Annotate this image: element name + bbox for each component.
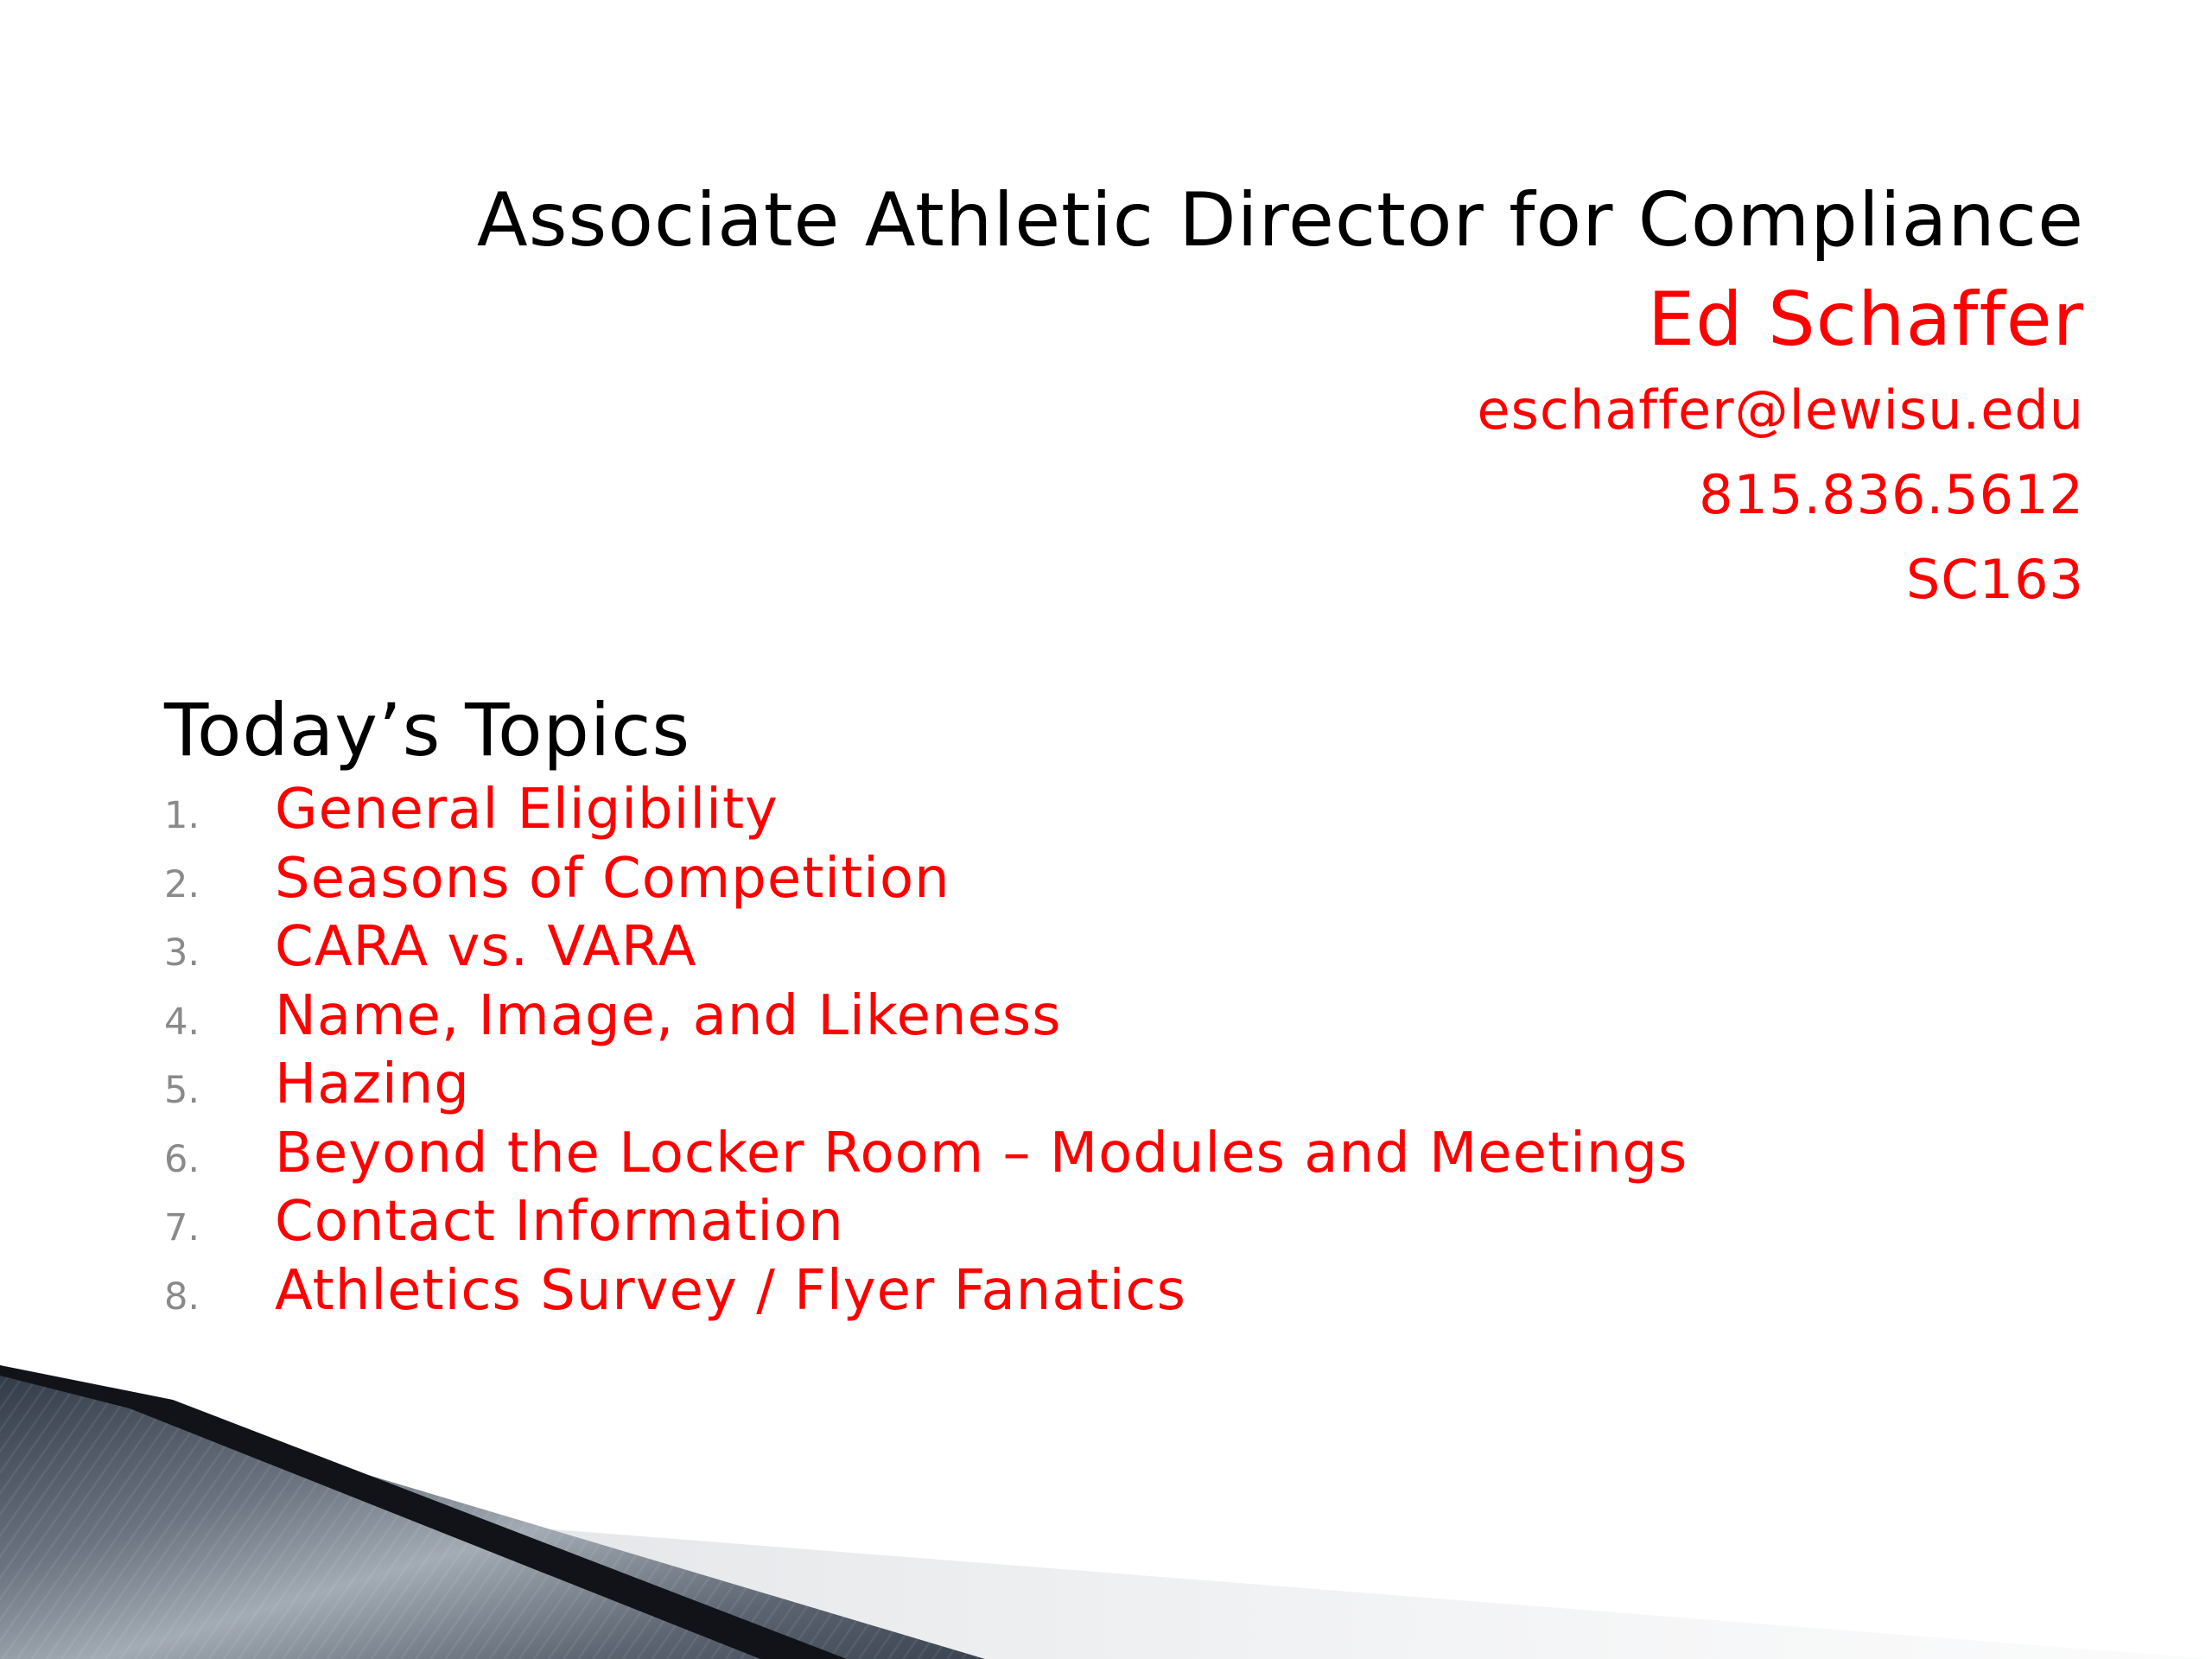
list-item: [164, 984, 1688, 1053]
presenter-office: SC163: [1906, 548, 2084, 611]
corner-decoration: [0, 1365, 2212, 1659]
list-item-number: 6.: [164, 1137, 200, 1181]
list-item-number: 7.: [164, 1206, 200, 1249]
topics-heading: Today’s Topics: [164, 688, 691, 772]
list-item-number: 5.: [164, 1069, 200, 1112]
presenter-email: eschaffer@lewisu.edu: [1477, 378, 2084, 442]
list-item-label: Name, Image, and Likeness: [275, 983, 1062, 1048]
list-item: [164, 1190, 1688, 1259]
list-item-number: 8.: [164, 1274, 200, 1319]
list-item-number: 4.: [164, 1000, 200, 1044]
list-item: [164, 915, 1688, 984]
list-item-label: Contact Information: [275, 1190, 844, 1254]
list-item-label: Beyond the Locker Room – Modules and Meetings: [275, 1121, 1688, 1185]
slide-title: Associate Athletic Director for Compliance: [476, 177, 2084, 264]
list-item-label: Hazing: [275, 1052, 470, 1116]
topic-list: [164, 778, 1688, 1327]
list-item-number: 1.: [164, 794, 200, 837]
presenter-phone: 815.836.5612: [1699, 463, 2084, 526]
list-item: [164, 847, 1688, 916]
list-item-label: General Eligibility: [275, 778, 779, 842]
list-item-label: CARA vs. VARA: [275, 915, 697, 979]
list-item: [164, 778, 1688, 847]
topics-section: [164, 683, 1688, 1327]
list-item: [164, 1052, 1688, 1122]
list-item: [164, 1259, 1688, 1328]
presenter-name: Ed Schaffer: [1647, 276, 2084, 363]
list-item-number: 3.: [164, 931, 200, 975]
list-item-label: Athletics Survey / Flyer Fanatics: [275, 1258, 1186, 1323]
list-item-label: Seasons of Competition: [275, 846, 950, 911]
header-block: [477, 169, 2084, 622]
list-item-number: 2.: [164, 862, 200, 906]
list-item: [164, 1122, 1688, 1191]
